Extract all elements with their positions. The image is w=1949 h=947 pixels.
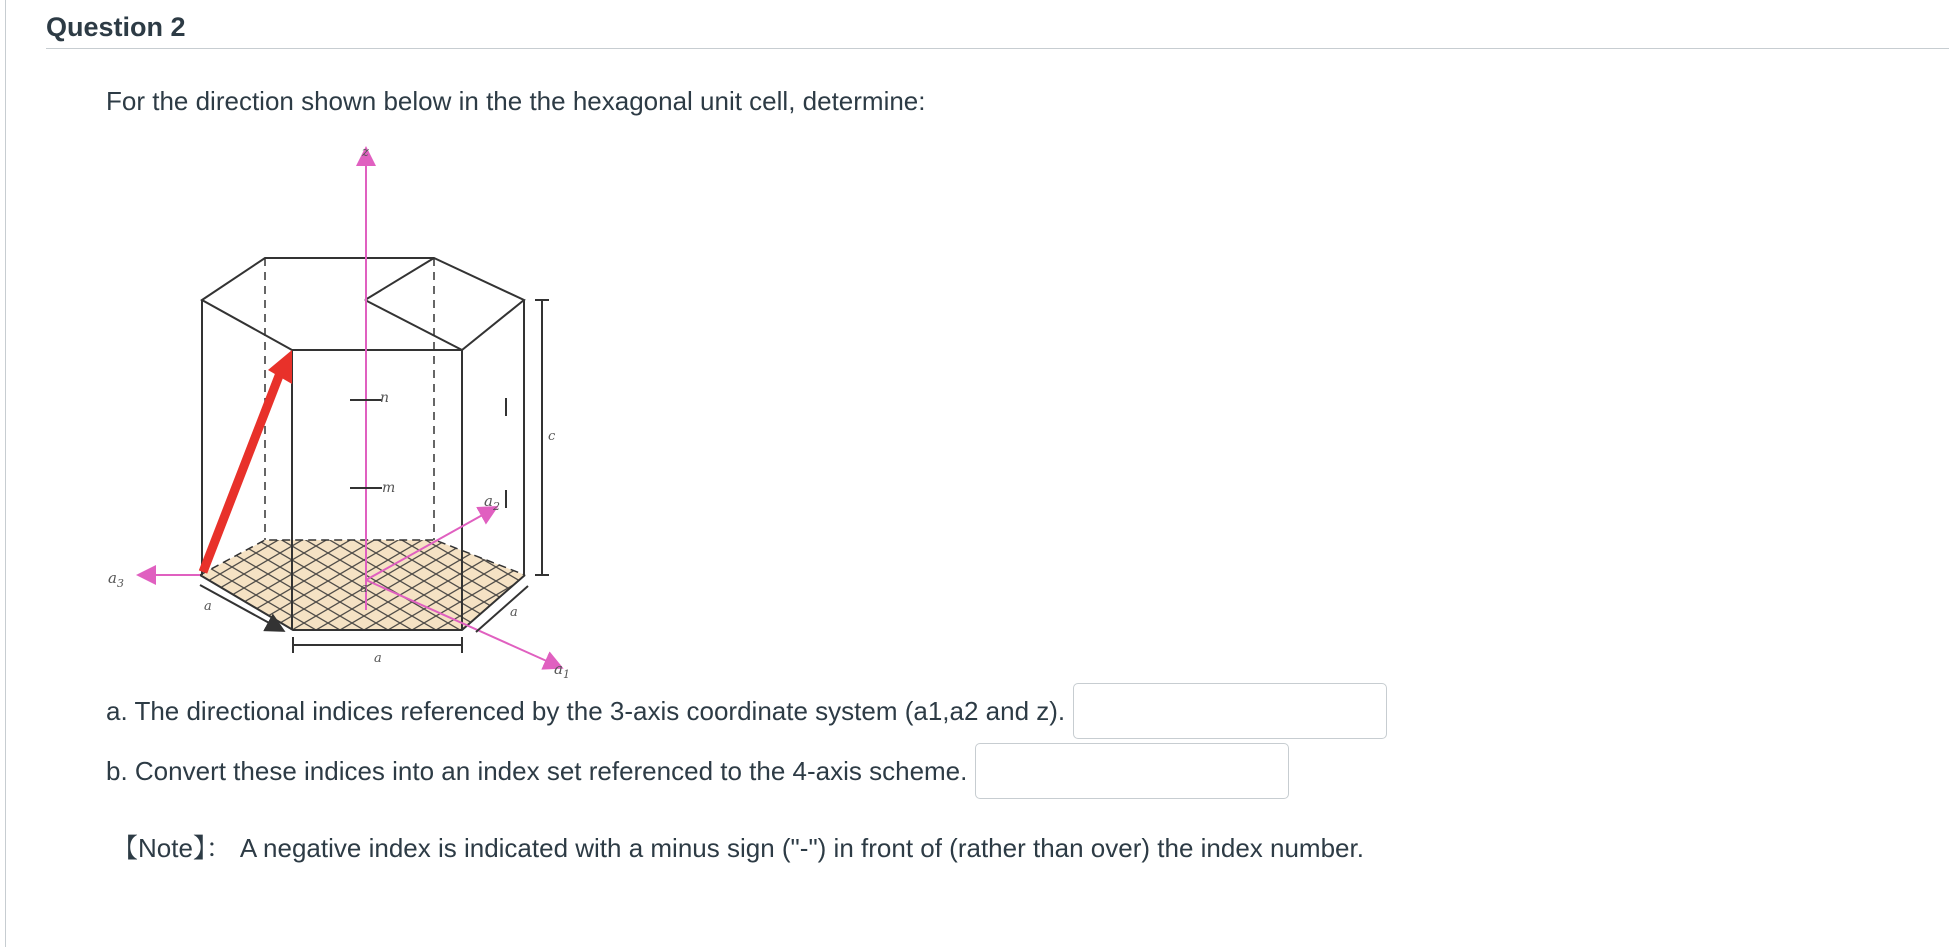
n-label: n <box>380 390 390 406</box>
part-b-text: b. Convert these indices into an index set referenced to the 4-axis scheme. <box>106 755 968 786</box>
center-a-label: a <box>360 581 368 596</box>
c-label: c <box>548 429 556 444</box>
a1-label: $a_1$ <box>554 660 570 680</box>
a3-label: $a_3$ <box>108 569 124 590</box>
hidden-edges <box>265 258 434 540</box>
right-a-label: a <box>510 605 518 620</box>
top-hexagon <box>202 258 524 350</box>
z-label: z <box>362 145 369 160</box>
side-a-label: a <box>204 599 212 614</box>
a2-label: $a_2$ <box>484 492 500 513</box>
left-border <box>5 0 6 947</box>
bottom-a-label: a <box>374 651 382 666</box>
part-a-text: a. The directional indices referenced by the 3-axis coordinate system (a1,a2 and z). <box>106 695 1066 726</box>
part-b-answer-input[interactable] <box>975 743 1289 799</box>
c-dimension <box>535 300 549 575</box>
part-a-answer-input[interactable] <box>1073 683 1387 739</box>
direction-arrow <box>203 350 292 572</box>
m-label: m <box>382 480 396 496</box>
question-title: Question 2 <box>46 12 186 42</box>
part-a-row <box>106 683 1387 739</box>
question-header <box>46 8 1949 49</box>
hexagonal-unit-cell-diagram <box>100 140 580 680</box>
hexagonal-unit-cell-figure <box>100 140 580 680</box>
part-b-row <box>106 743 1289 799</box>
question-prompt: For the direction shown below in the the hexagonal unit cell, determine: <box>106 86 926 116</box>
note <box>112 828 1364 865</box>
note-label: 【Note】： <box>112 833 232 863</box>
note-text: A negative index is indicated with a minus sign ("-") in front of (rather than over) the index number. <box>239 833 1364 863</box>
